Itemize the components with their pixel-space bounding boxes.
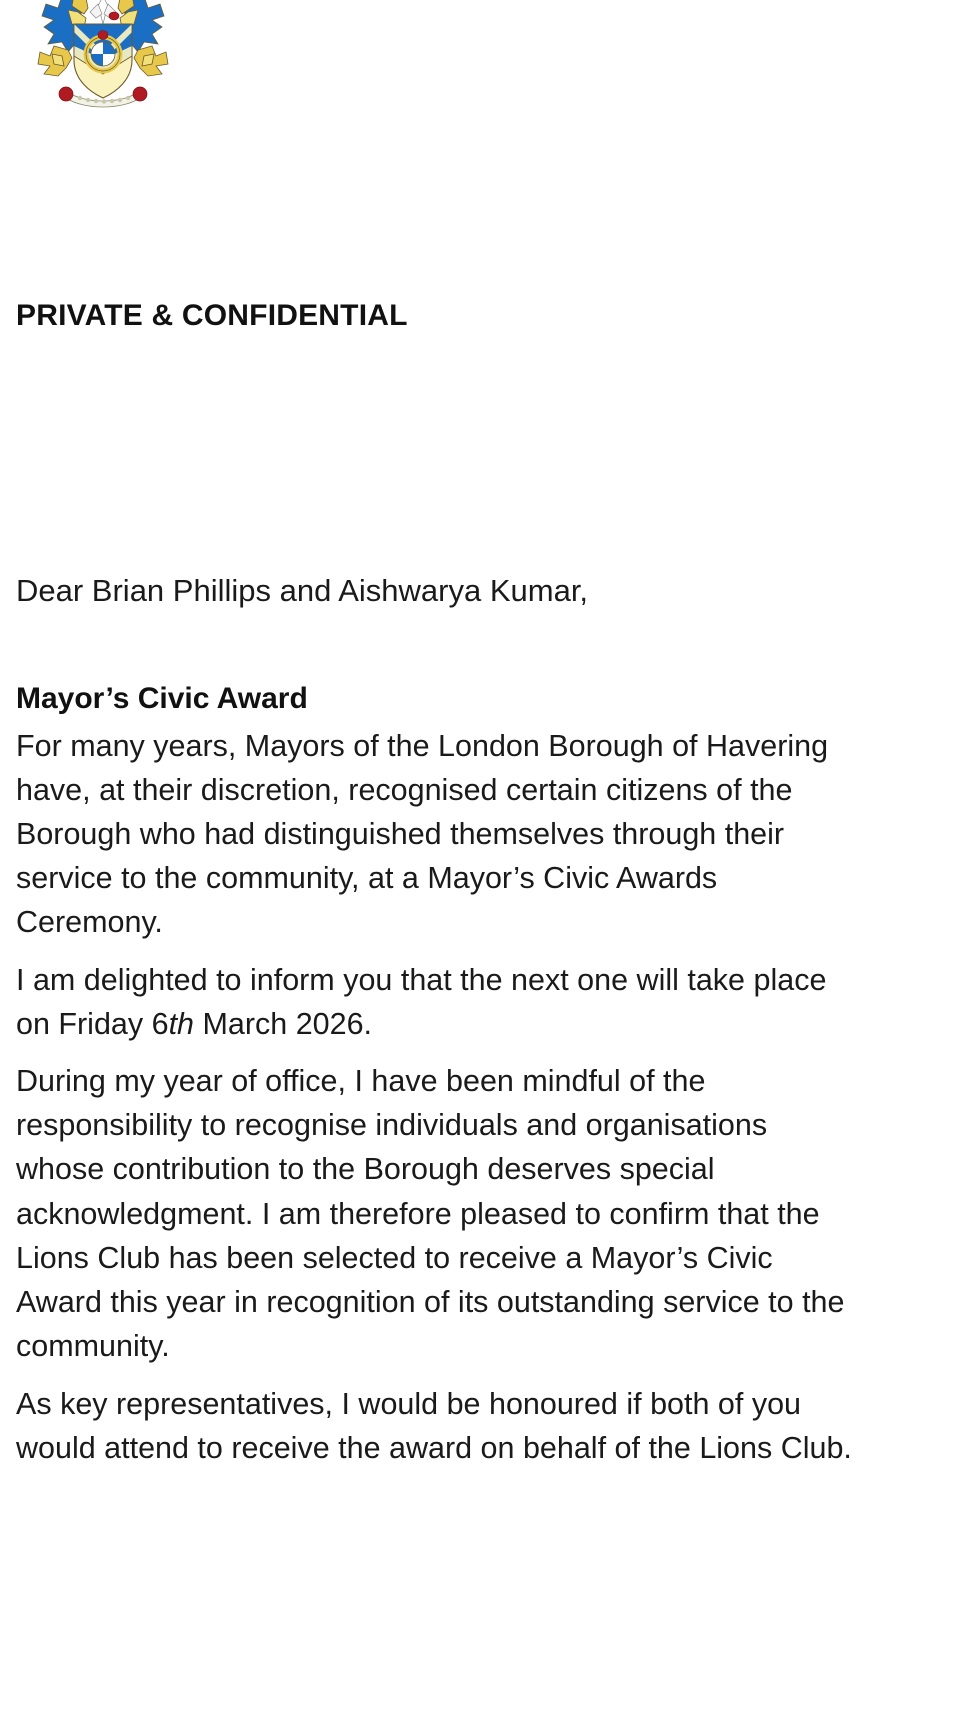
paragraph-ceremony-date [16,958,861,1046]
ceremony-date-text-after: March 2026. [194,1006,373,1041]
confidential-notice: PRIVATE & CONFIDENTIAL [16,299,408,332]
paragraph-invitation: As key representatives, I would be honoured if both of you would attend to receive the award on behalf of the Lions Club. [16,1386,852,1465]
coat-of-arms-icon [28,0,178,114]
ordinal-suffix: th [168,1006,195,1041]
ceremony-date-text-before: I am delighted to inform you that the next one will take place on Friday 6 [16,962,827,1041]
letter-body [16,680,861,1470]
section-heading-civic-award: Mayor’s Civic Award [16,682,308,715]
salutation: Dear Brian Phillips and Aishwarya Kumar, [16,573,589,608]
coat-of-arms-crest [28,0,178,114]
paragraph-background: For many years, Mayors of the London Borough of Havering have, at their discretion, recognised certain citizens of the Borough who had distinguished themselves through their service to the community, at a Mayor’s Civic Awards Ceremony. [16,728,829,940]
paragraph-award-selection: During my year of office, I have been mindful of the responsibility to recognise individuals and organisations whose contribution to the Borough deserves special acknowledgment. I am therefore pleased to confirm that the Lions Club has been selected to receive a Mayor’s Civic Award this year in recognition of its outstanding service to the community. [16,1064,845,1364]
